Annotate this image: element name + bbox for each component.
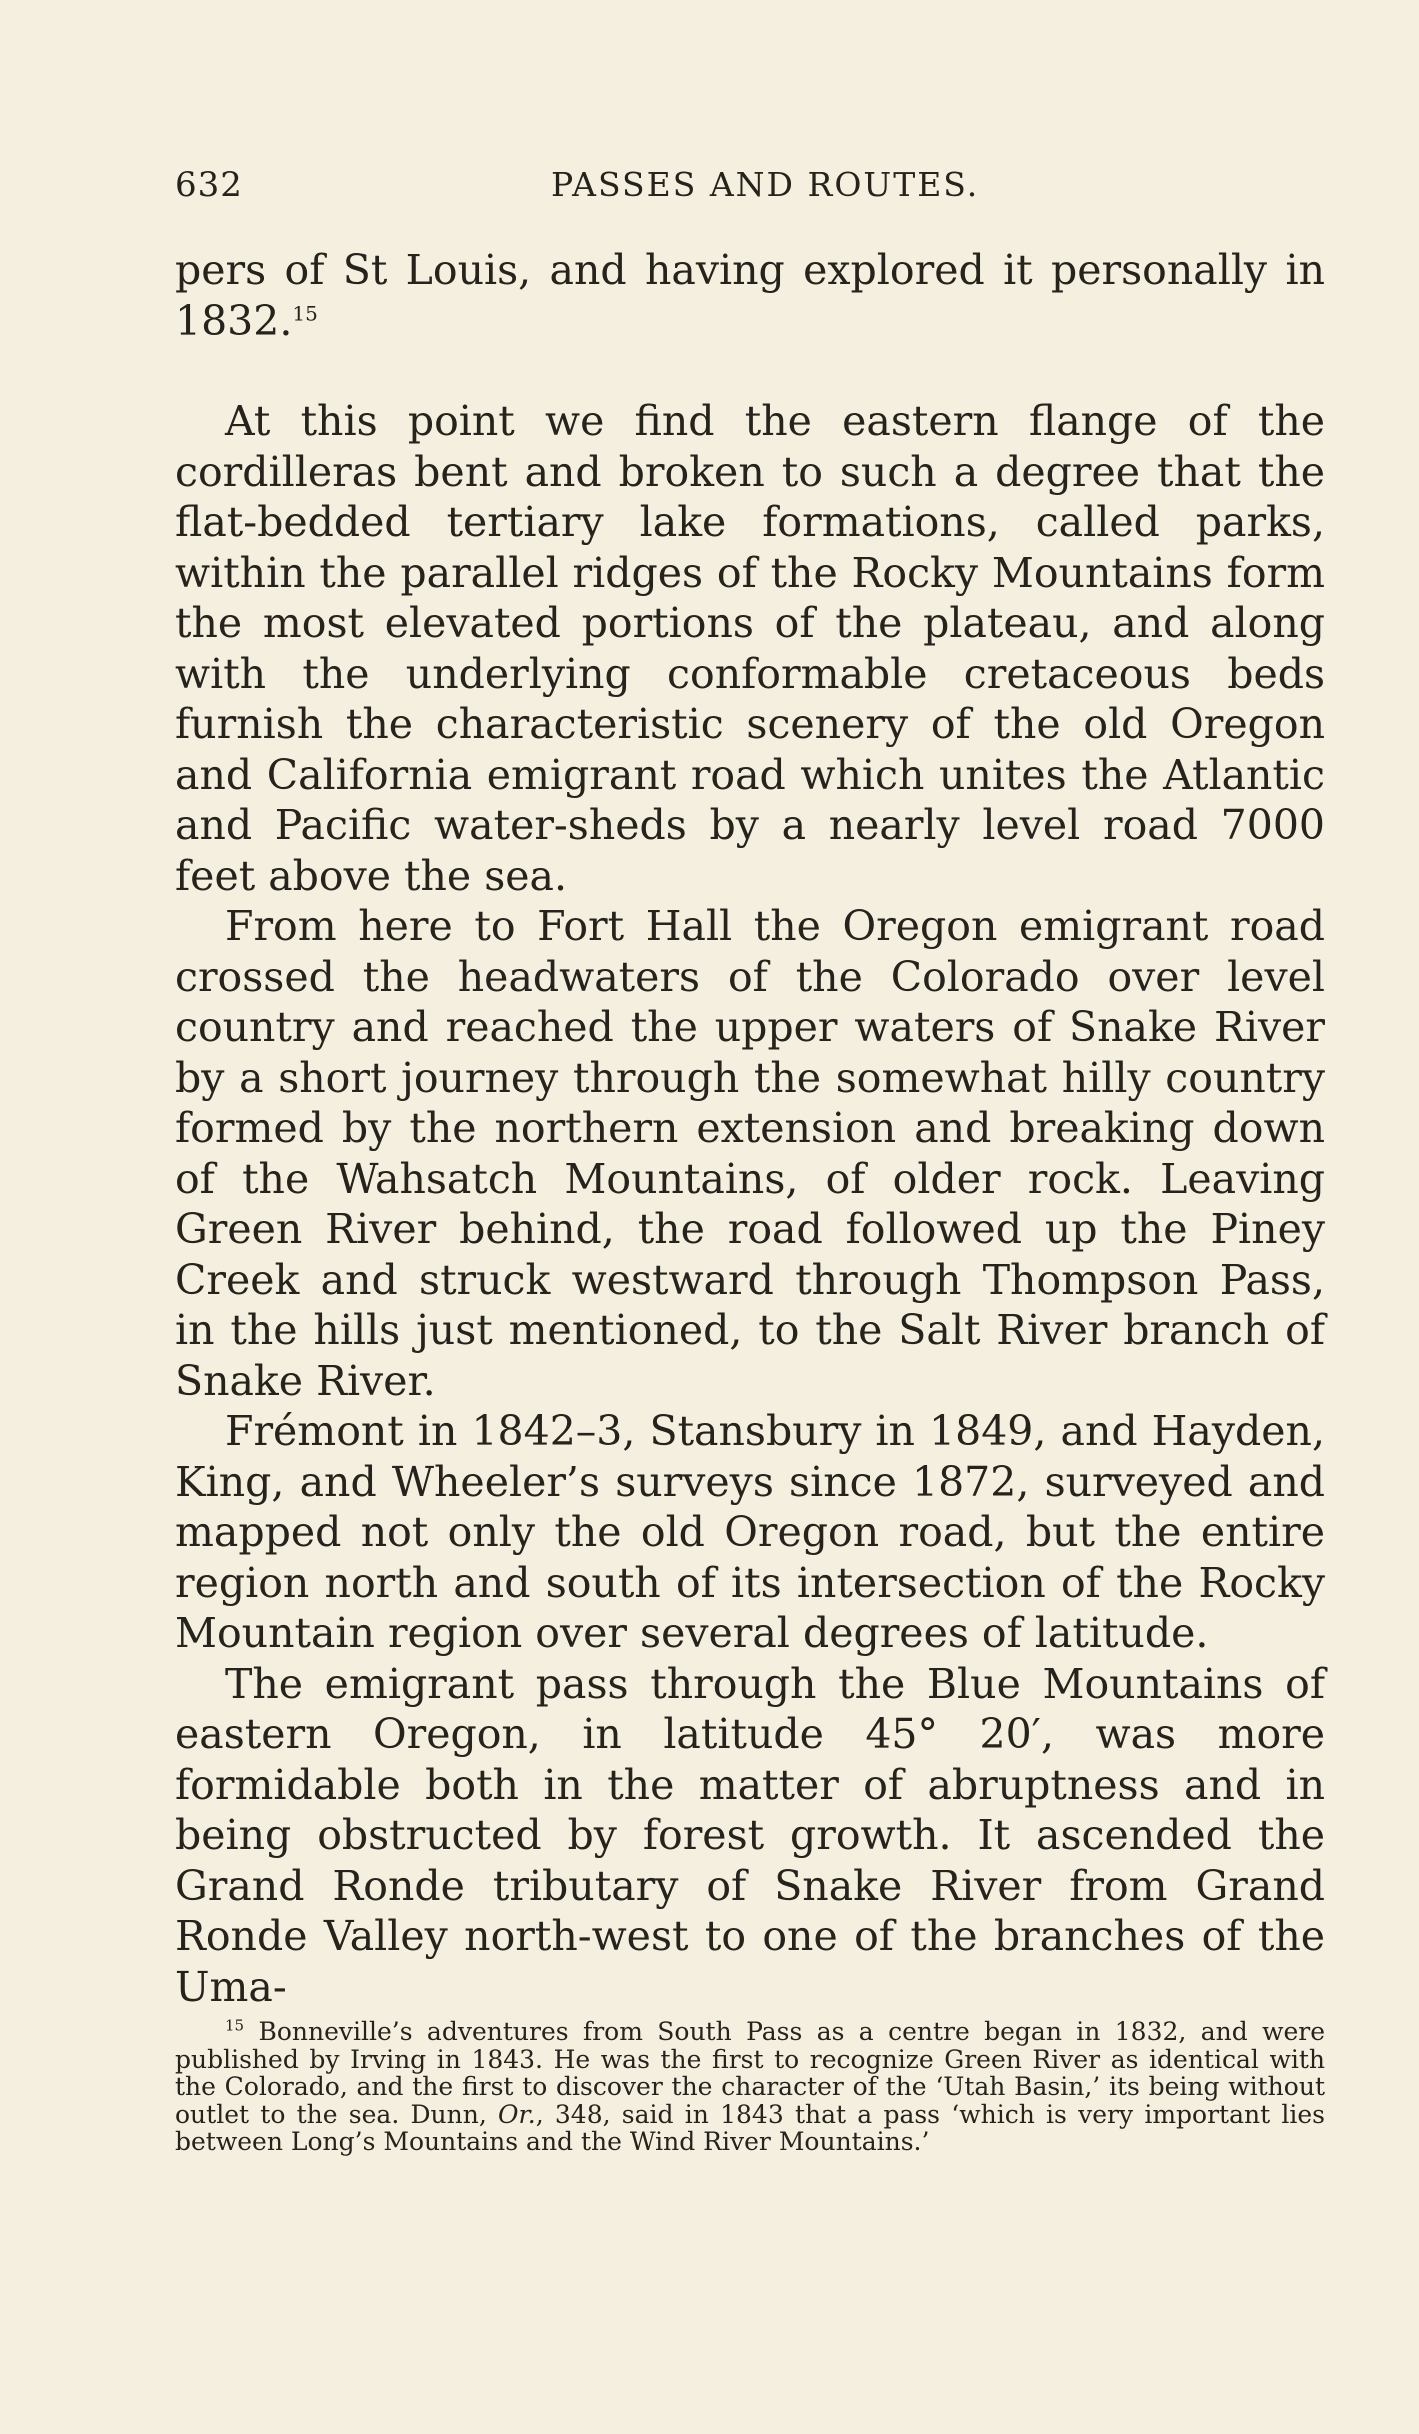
paragraph-5: The emigrant pass through the Blue Mountains of eastern Oregon, in latitude 45° 20′, was more formidable both in the matter of abruptness and in being obstructed by forest growth. It ascended the Grand Ronde tributary of Snake River from Grand Ronde Valley north-west to one of the branches of the Uma-: [175, 1659, 1325, 2011]
footnote: [175, 2018, 1325, 2156]
paragraph-1-text: pers of St Louis, and having explored it personally in 1832.: [175, 246, 1325, 345]
footnote-reference: 15: [292, 300, 318, 325]
paragraph-3: From here to Fort Hall the Oregon emigrant road crossed the headwaters of the Colorado over level country and reached the upper waters of Snake River by a short journey through the somewhat hilly country formed by the northern extension and breaking down of the Wahsatch Mountains, of older rock. Leaving Green River behind, the road followed up the Piney Creek and struck westward through Thompson Pass, in the hills just mentioned, to the Salt River branch of Snake River.: [175, 902, 1325, 1405]
paragraph-1: [175, 245, 1325, 346]
footnote-paragraph: [175, 2018, 1325, 2156]
page-header: [175, 165, 1325, 215]
running-head: PASSES AND ROUTES.: [551, 165, 980, 204]
paragraph-2: At this point we find the eastern flange of the cordilleras bent and broken to such a degree that the flat-bedded tertiary lake formations, called parks, within the parallel ridges of the Rocky Mountains form the most elevated portions of the plateau, and along with the underlying conformable cretaceous beds furnish the characteristic scenery of the old Oregon and California emigrant road which unites the Atlantic and Pacific water-sheds by a nearly level road 7000 feet above the sea.: [175, 397, 1325, 900]
footnote-number: 15: [225, 2016, 245, 2035]
paragraph-4: Frémont in 1842–3, Stansbury in 1849, and Hayden, King, and Wheeler’s surveys since 1872, surveyed and mapped not only the old Oregon road, but the entire region north and south of its intersection of the Rocky Mountain region over several degrees of latitude.: [175, 1407, 1325, 1657]
footnote-citation: Or.: [498, 2099, 536, 2129]
footnote-text-2: , 348, said in 1843 that a pass ‘which is very important lies between Long’s Mountains and the Wind River Mountains.’: [175, 2099, 1325, 2156]
main-text: [175, 245, 1325, 2012]
footnote-text-1: Bonneville’s adventures from South Pass as a centre began in 1832, and were published by Irving in 1843. He was the first to recognize Green River as identical with the Colorado, and the first to discover the character of the ‘Utah Basin,’ its being without outlet to the sea. Dunn,: [175, 2017, 1326, 2129]
page-number: 632: [175, 165, 243, 205]
